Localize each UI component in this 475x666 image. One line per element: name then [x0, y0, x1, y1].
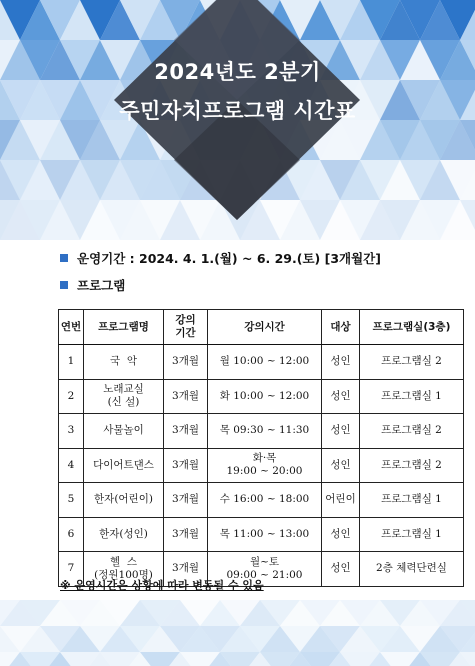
- cell-duration: [164, 448, 208, 483]
- cell-time-text: 월 10:00 ~ 12:00: [219, 355, 310, 368]
- cell-time-text: 목 11:00 ~ 13:00: [219, 527, 310, 540]
- cell-room: [360, 517, 464, 552]
- cell-target-text: 어린이: [325, 493, 356, 506]
- cell-target: [322, 552, 360, 587]
- cell-time: [208, 379, 322, 414]
- header-name: 프로그램명: [84, 310, 164, 345]
- cell-no: [59, 483, 84, 518]
- cell-duration-text: 3개월: [172, 424, 199, 437]
- cell-no-text: 4: [67, 458, 75, 471]
- cell-time-text: 09:00 ~ 21:00: [226, 568, 303, 581]
- cell-time: [208, 448, 322, 483]
- table-row: [59, 414, 464, 449]
- cell-name-text: 한자(어린이): [94, 493, 153, 506]
- cell-room: [360, 552, 464, 587]
- header-duration-line2: 기간: [175, 327, 196, 339]
- cell-duration: [164, 414, 208, 449]
- cell-name-text: 사물놀이: [103, 424, 144, 437]
- cell-no-text: 1: [67, 355, 75, 368]
- cell-target: [322, 379, 360, 414]
- cell-name-text: (신 설): [107, 396, 140, 409]
- cell-name-text: 헬 스: [110, 555, 137, 568]
- cell-no: [59, 414, 84, 449]
- cell-room-text: 프로그램실 1: [381, 527, 442, 540]
- cell-room-text: 프로그램실 1: [381, 389, 442, 402]
- cell-name-text: 다이어트댄스: [93, 458, 154, 471]
- cell-time-text: 월~토: [249, 555, 280, 568]
- program-table: [58, 309, 464, 587]
- cell-name-text: 한자(성인): [99, 527, 148, 540]
- cell-no: [59, 379, 84, 414]
- cell-no: [59, 517, 84, 552]
- bullet-square-icon: [60, 281, 68, 289]
- cell-no-text: 7: [67, 562, 75, 575]
- cell-target: [322, 414, 360, 449]
- cell-target-text: 성인: [330, 458, 351, 471]
- cell-time: [208, 345, 322, 380]
- notice-text: ※ 운영시간은 상황에 따라 변동될 수 있음: [60, 579, 264, 592]
- cell-target: [322, 517, 360, 552]
- cell-room-text: 프로그램실 1: [381, 493, 442, 506]
- cell-no: [59, 448, 84, 483]
- operation-period: [60, 249, 381, 267]
- cell-duration: [164, 345, 208, 380]
- cell-duration: [164, 517, 208, 552]
- cell-room: [360, 414, 464, 449]
- table-row: [59, 517, 464, 552]
- cell-name: [84, 448, 164, 483]
- cell-duration: [164, 379, 208, 414]
- header-duration-line1: 강의: [175, 314, 196, 326]
- header-time: 강의시간: [208, 310, 322, 345]
- cell-no-text: 6: [67, 527, 75, 540]
- header-room: 프로그램실(3층): [360, 310, 464, 345]
- cell-name: [84, 517, 164, 552]
- cell-time-text: 19:00 ~ 20:00: [226, 465, 303, 478]
- cell-duration-text: 3개월: [172, 562, 199, 575]
- cell-target-text: 성인: [330, 389, 351, 402]
- cell-room: [360, 483, 464, 518]
- cell-time: [208, 414, 322, 449]
- cell-name: [84, 414, 164, 449]
- table-row: [59, 345, 464, 380]
- table-row: [59, 448, 464, 483]
- cell-no: [59, 345, 84, 380]
- cell-no-text: 5: [67, 493, 75, 506]
- cell-duration-text: 3개월: [172, 493, 199, 506]
- cell-room: [360, 379, 464, 414]
- cell-name: [84, 379, 164, 414]
- cell-target-text: 성인: [330, 562, 351, 575]
- program-heading-text: 프로그램: [77, 278, 126, 293]
- title-line-1: 2024년도 2분기: [154, 60, 321, 84]
- cell-target: [322, 345, 360, 380]
- cell-time-text: 목 09:30 ~ 11:30: [219, 424, 310, 437]
- cell-no-text: 2: [67, 389, 75, 402]
- header-target: 대상: [322, 310, 360, 345]
- cell-time-text: 화 10:00 ~ 12:00: [219, 389, 310, 402]
- cell-duration: [164, 483, 208, 518]
- cell-target-text: 성인: [330, 527, 351, 540]
- cell-time: [208, 517, 322, 552]
- cell-duration-text: 3개월: [172, 527, 199, 540]
- cell-duration-text: 3개월: [172, 458, 199, 471]
- cell-target-text: 성인: [330, 355, 351, 368]
- cell-target-text: 성인: [330, 424, 351, 437]
- bullet-square-icon: [60, 254, 68, 262]
- table-row: [59, 483, 464, 518]
- table-row: [59, 379, 464, 414]
- cell-name: [84, 483, 164, 518]
- cell-no-text: 3: [67, 424, 75, 437]
- title-line-2: 주민자치프로그램 시간표: [119, 99, 356, 123]
- cell-name: [84, 345, 164, 380]
- header-no: 연번: [59, 310, 84, 345]
- cell-time-text: 화·목: [252, 452, 277, 465]
- cell-name-text: (정원100명): [94, 568, 153, 581]
- title-block: [0, 58, 475, 125]
- cell-time: [208, 483, 322, 518]
- cell-room-text: 프로그램실 2: [381, 424, 442, 437]
- cell-name-text: 국 악: [110, 355, 137, 368]
- period-text: 운영기간 : 2024. 4. 1.(월) ~ 6. 29.(토) [3개월간]: [77, 251, 381, 266]
- table-header-row: [59, 310, 464, 345]
- cell-room-text: 2층 체력단련실: [376, 562, 447, 575]
- cell-room: [360, 345, 464, 380]
- header-duration: [164, 310, 208, 345]
- cell-room-text: 프로그램실 2: [381, 355, 442, 368]
- cell-target: [322, 448, 360, 483]
- cell-duration-text: 3개월: [172, 389, 199, 402]
- program-heading: [60, 276, 125, 294]
- cell-duration-text: 3개월: [172, 355, 199, 368]
- cell-room: [360, 448, 464, 483]
- cell-name-text: 노래교실: [103, 383, 144, 396]
- cell-room-text: 프로그램실 2: [381, 458, 442, 471]
- cell-target: [322, 483, 360, 518]
- cell-time-text: 수 16:00 ~ 18:00: [219, 493, 310, 506]
